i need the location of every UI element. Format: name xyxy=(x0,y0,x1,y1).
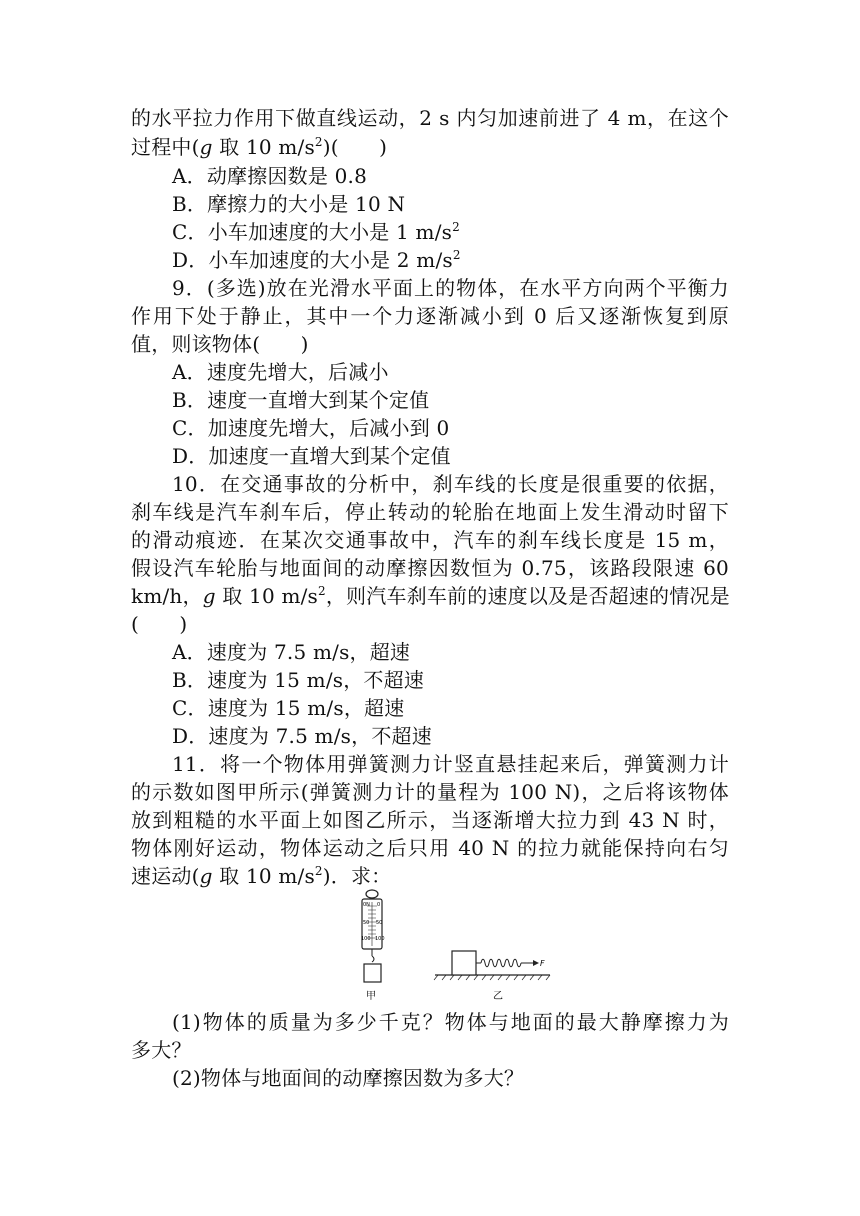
q8-line-2: 过程中(g 取 10 $m/s^2$)( ) xyxy=(131,135,388,159)
scale-hook xyxy=(372,956,374,962)
q10-line-5: km/h，g 取 10 $m/s^2$，则汽车刹车前的速度以及是否超速的情况是 xyxy=(131,584,730,608)
q8-line-1: 的水平拉力作用下做直线运动，2 s 内匀加速前进了 4 m，在这个 xyxy=(131,106,729,130)
scale-label-bot-right: 100 xyxy=(375,936,385,942)
q11-sub1-line-2: 多大？ xyxy=(131,1038,192,1062)
q10-line-2: 刹车线是汽车刹车后，停止转动的轮胎在地面上发生滑动时留下 xyxy=(131,500,729,524)
q10-line-1: 10．在交通事故的分析中，刹车线的长度是很重要的依据， xyxy=(172,472,729,496)
q11-line-4: 物体刚好运动，物体运动之后只用 40 N 的拉力就能保持向右匀 xyxy=(131,836,729,860)
q9-option-b: B．速度一直增大到某个定值 xyxy=(172,388,430,412)
q9-option-a: A．速度先增大，后减小 xyxy=(172,360,389,384)
spring-coil xyxy=(481,959,521,967)
force-label: F xyxy=(540,959,545,968)
q10-line-4: 假设汽车轮胎与地面间的动摩擦因数恒为 0.75，该路段限速 60 xyxy=(131,556,729,580)
q11-line-2: 的示数如图甲所示(弹簧测力计的量程为 100 N)，之后将该物体 xyxy=(131,780,729,804)
q10-line-6: ( ) xyxy=(131,612,188,636)
figure-label-jia: 甲 xyxy=(366,991,376,1002)
q10-line-3: 的滑动痕迹．在某次交通事故中，汽车的刹车线长度是 15 m， xyxy=(131,528,729,552)
q11-sub2: (2)物体与地面间的动摩擦因数为多大？ xyxy=(172,1066,525,1090)
q11-line-1: 11．将一个物体用弹簧测力计竖直悬挂起来后，弹簧测力计 xyxy=(172,752,729,776)
q9-line-2: 作用下处于静止，其中一个力逐渐减小到 0 后又逐渐恢复到原 xyxy=(131,304,729,328)
q10-option-c: C．速度为 15 m/s，超速 xyxy=(172,696,405,720)
q8-option-b: B．摩擦力的大小是 10 N xyxy=(172,192,406,216)
q9-option-c: C．加速度先增大，后减小到 0 xyxy=(172,416,450,440)
q9-line-3: 值，则该物体( ) xyxy=(131,332,309,356)
scale-label-bot-left: 100 xyxy=(361,936,371,942)
q11-line-3: 放到粗糙的水平面上如图乙所示，当逐渐增大拉力到 43 N 时， xyxy=(131,808,729,832)
q8-option-d: D．小车加速度的大小是 2 $m/s^2$ xyxy=(172,248,461,272)
force-arrow xyxy=(533,960,539,966)
q11-sub1-line-1: (1)物体的质量为多少千克？物体与地面的最大静摩擦力为 xyxy=(172,1010,729,1034)
spring-scale-figure xyxy=(350,888,560,1004)
scale-label-mid-right: 50 xyxy=(376,920,383,926)
q10-option-d: D．速度为 7.5 m/s，不超速 xyxy=(172,724,432,748)
figure-label-yi: 乙 xyxy=(493,991,503,1002)
scale-label-mid-left: 50 xyxy=(363,920,370,926)
q9-line-1: 9．(多选)放在光滑水平面上的物体，在水平方向两个平衡力 xyxy=(172,276,729,300)
block xyxy=(452,951,476,975)
q10-option-a: A．速度为 7.5 m/s，超速 xyxy=(172,640,411,664)
hanging-block xyxy=(364,964,381,982)
spring-scale-diagram xyxy=(361,890,385,1002)
q8-option-c: C．小车加速度的大小是 1 $m/s^2$ xyxy=(172,220,460,244)
block-surface-diagram xyxy=(434,951,550,1002)
scale-label-top-left: 0N xyxy=(363,902,370,908)
scale-label-top-right: 0 xyxy=(377,902,381,908)
q8-option-a: A．动摩擦因数是 0.8 xyxy=(172,164,368,188)
q9-option-d: D．加速度一直增大到某个定值 xyxy=(172,444,451,468)
q11-line-5: 速运动(g 取 10 $m/s^2$)．求： xyxy=(131,864,392,888)
q10-option-b: B．速度为 15 m/s，不超速 xyxy=(172,668,425,692)
scale-ring xyxy=(366,890,378,898)
